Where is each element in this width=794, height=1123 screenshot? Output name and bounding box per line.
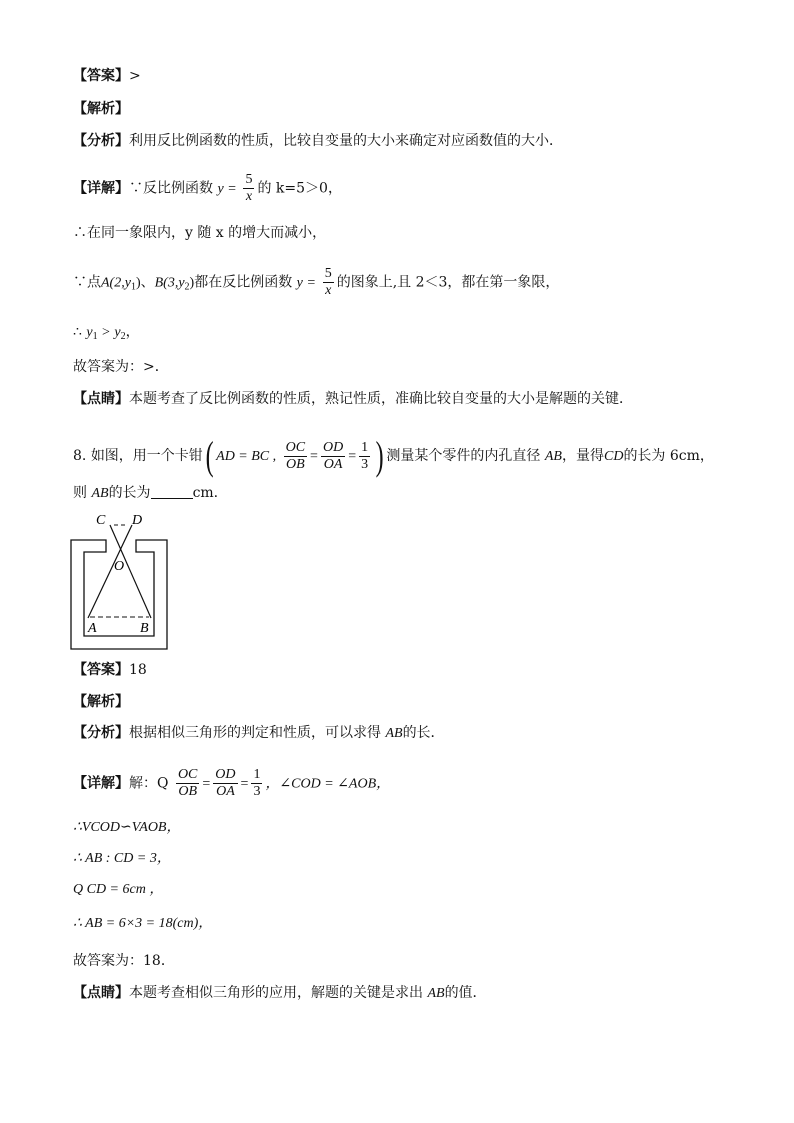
fraction-od-oa xyxy=(321,440,345,473)
denominator-oa: OA xyxy=(323,456,343,472)
q8-fenxi-line xyxy=(73,723,445,744)
denominator-oa: OA xyxy=(216,784,235,799)
q7-answer-line xyxy=(73,66,141,86)
numerator-1: 1 xyxy=(361,439,369,455)
review-tag: 【点睛】 xyxy=(73,985,129,1001)
detail-tag: 【详解】 xyxy=(73,180,129,197)
ab-symbol: AB xyxy=(385,726,403,741)
y1: y xyxy=(86,325,93,340)
equals-sign: = xyxy=(240,776,249,792)
fraction-denominator: x xyxy=(245,189,253,204)
stem2-part-a: 则 xyxy=(73,485,87,501)
equals-sign: = xyxy=(202,776,211,792)
fraction-od-oa xyxy=(213,767,237,800)
answer-value: 18 xyxy=(129,662,147,678)
stem-part-b: 测量某个零件的内孔直径 xyxy=(386,448,541,464)
q7-line2 xyxy=(73,223,326,243)
subscript-2: 2 xyxy=(120,331,126,342)
q8-stem-line1 xyxy=(73,433,714,478)
subscript-1: 1 xyxy=(92,331,98,342)
answer-value: > xyxy=(129,68,141,84)
q7-review xyxy=(73,389,633,409)
review-tag: 【点睛】 xyxy=(73,391,129,407)
cd-symbol: CD xyxy=(603,449,624,464)
stem-part-d: 的长为 6cm， xyxy=(623,448,714,464)
ratio-ab-cd: ∴ AB : CD = 3， xyxy=(73,851,171,866)
stem-part-a: 如图，用一个卡钳 xyxy=(90,448,203,464)
numerator-oc: OC xyxy=(285,439,306,455)
equals-sign: = xyxy=(348,449,357,464)
fraction-oc-ob xyxy=(284,440,307,473)
q8-step2 xyxy=(73,848,171,869)
fraction-5-over-x xyxy=(323,266,334,299)
line3-prefix: ∵点 xyxy=(73,274,101,291)
point-b-close: ) xyxy=(189,275,195,291)
line3-suffix: 的图象上,且 2＜3，都在第一象限， xyxy=(336,274,560,291)
answer-blank xyxy=(151,484,193,499)
numerator-od: OD xyxy=(322,439,344,455)
q8-step1 xyxy=(73,817,180,838)
review-text-b: 的值． xyxy=(444,985,487,1001)
analysis-tag: 【解析】 xyxy=(73,101,129,117)
fraction-1-3 xyxy=(359,440,370,473)
subscript-1: 1 xyxy=(130,281,136,293)
q7-fenxi-line xyxy=(73,131,563,151)
fraction-5-over-x xyxy=(243,172,254,205)
numerator-oc: OC xyxy=(177,767,198,782)
fenxi-tag: 【分析】 xyxy=(73,725,129,741)
stem-part-c: ，量得 xyxy=(561,448,604,464)
separator: 、 xyxy=(140,274,155,291)
numerator-1: 1 xyxy=(253,767,261,782)
function-y: y xyxy=(217,181,224,197)
equals-sign: = xyxy=(307,275,316,291)
therefore-symbol: ∴ xyxy=(73,324,82,340)
q8-analysis-heading xyxy=(73,692,129,712)
right-paren: ) xyxy=(375,433,384,478)
question-number: 8. xyxy=(73,448,87,464)
greater-than: > xyxy=(102,325,110,340)
detail-prefix: ∵反比例函数 xyxy=(129,180,213,197)
fraction-oc-ob xyxy=(176,767,199,800)
denominator-ob: OB xyxy=(178,784,197,799)
line3-mid: 都在反比例函数 xyxy=(194,274,293,291)
review-text-a: 本题考查相似三角形的应用，解题的关键是求出 xyxy=(129,985,423,1001)
final-answer: 故答案为：>． xyxy=(73,359,169,375)
cd-length: Q CD = 6cm ， xyxy=(73,882,164,897)
fraction-denominator: x xyxy=(325,283,332,298)
ab-computation: ∴ AB = 6×3 = 18(cm)， xyxy=(73,916,213,931)
answer-tag: 【答案】 xyxy=(73,68,129,84)
caliper-figure xyxy=(66,508,176,654)
frame-outer xyxy=(71,540,167,649)
q8-step4 xyxy=(73,913,212,934)
detail-tag: 【详解】 xyxy=(73,775,129,792)
ab-symbol: AB xyxy=(427,986,445,1001)
equals-sign: = xyxy=(228,181,237,197)
q8-detail-line xyxy=(73,767,390,800)
final-answer: 故答案为：18． xyxy=(73,953,175,969)
denominator-3: 3 xyxy=(253,784,261,799)
q8-review xyxy=(73,983,487,1004)
ab-symbol: AB xyxy=(91,486,109,501)
comma: ， xyxy=(125,324,140,340)
similar-triangles: ∴VCOD∽VAOB， xyxy=(73,820,181,835)
stem2-part-b: 的长为 xyxy=(108,485,151,501)
fenxi-text-a: 根据相似三角形的判定和性质，可以求得 xyxy=(129,725,381,741)
left-paren: ( xyxy=(205,433,214,478)
fenxi-text: 利用反比例函数的性质，比较自变量的大小来确定对应函数值的大小． xyxy=(129,133,563,149)
fraction-1-3 xyxy=(251,767,262,800)
review-text: 本题考查了反比例函数的性质，熟记性质，准确比较自变量的大小是解题的关键． xyxy=(129,391,633,407)
fenxi-tag: 【分析】 xyxy=(73,133,129,149)
label-d: D xyxy=(132,513,143,528)
detail-suffix: 的 k=5＞0， xyxy=(257,180,342,197)
answer-tag: 【答案】 xyxy=(73,662,129,678)
analysis-tag: 【解析】 xyxy=(73,694,129,710)
q7-line3 xyxy=(73,266,559,299)
detail-jie: 解：Q xyxy=(129,775,169,792)
point-a-close: ) xyxy=(135,275,141,291)
fraction-numerator: 5 xyxy=(324,266,332,281)
subscript-2: 2 xyxy=(184,281,190,293)
q8-step3 xyxy=(73,879,163,900)
label-a: A xyxy=(88,621,97,636)
numerator-od: OD xyxy=(215,767,236,782)
stem2-unit: cm. xyxy=(192,485,219,501)
label-b: B xyxy=(140,621,149,636)
q8-stem-line2 xyxy=(73,483,218,504)
q7-detail-line xyxy=(73,172,342,205)
arm-d-to-a xyxy=(88,525,132,618)
fraction-numerator: 5 xyxy=(245,172,253,187)
q7-final xyxy=(73,357,169,377)
label-o: O xyxy=(114,559,125,574)
q8-final xyxy=(73,951,175,971)
q7-analysis-heading xyxy=(73,99,129,119)
label-c: C xyxy=(96,513,106,528)
denominator-3: 3 xyxy=(361,456,369,472)
fenxi-text-b: 的长． xyxy=(402,725,445,741)
y2: y xyxy=(114,325,121,340)
q8-answer-line xyxy=(73,660,147,680)
point-a: A(2,y xyxy=(101,275,131,291)
function-y: y xyxy=(296,275,303,291)
ab-symbol: AB xyxy=(544,449,562,464)
condition-ad-bc: AD = BC , xyxy=(216,449,277,464)
q7-conclusion xyxy=(73,322,140,347)
point-b: B(3,y xyxy=(154,275,185,291)
equals-sign: = xyxy=(310,449,318,464)
denominator-ob: OB xyxy=(285,456,305,472)
angle-equality: ，∠COD = ∠AOB， xyxy=(265,776,391,792)
line2-text: ∴在同一象限内，y 随 x 的增大而减小， xyxy=(73,225,327,241)
